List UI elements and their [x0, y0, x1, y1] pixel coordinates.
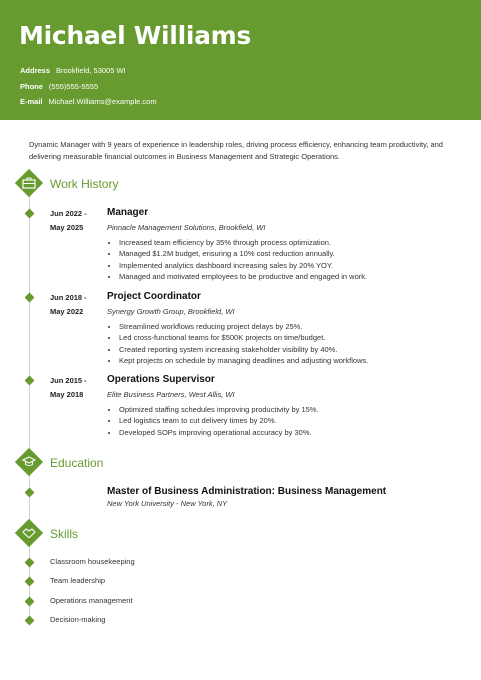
briefcase-icon: [15, 169, 43, 197]
skill-marker: [25, 597, 35, 607]
skill-marker: [25, 558, 35, 568]
job-date-start: Jun 2018 -: [50, 293, 87, 302]
job-bullet: • Managed and motivated employees to be productive and engaged in work.: [119, 271, 367, 282]
skill-marker: [25, 616, 35, 626]
phone-value: (555)555-5555: [48, 82, 99, 91]
job-bullet: • Created reporting system increasing stakeholder visibility by 40%.: [119, 344, 368, 355]
job-bullet: • Implemented analytics dashboard increasing sales by 20% YOY.: [119, 260, 367, 271]
professional-summary: Dynamic Manager with 9 years of experience in leadership roles, driving process efficiency, enhancing team productivity, and delivering measurable financial outcomes in Business Management and Strategic Operations.: [29, 140, 443, 161]
job-date-end: May 2018: [50, 390, 84, 399]
job-marker: [25, 293, 35, 303]
address-label: Address: [20, 66, 51, 75]
email-value[interactable]: Michael.Williams@example.com: [48, 97, 157, 106]
job-bullet: • Developed SOPs improving operational accuracy by 30%.: [119, 427, 319, 438]
job-bullet: • Increased team efficiency by 35% through process optimization.: [119, 237, 367, 248]
skill-item: Classroom housekeeping: [50, 557, 135, 566]
job-bullet: • Led cross-functional teams for $500K projects on time/budget.: [119, 332, 368, 343]
education-title: Education: [50, 456, 104, 470]
job-bullet: • Streamlined workflows reducing project delays by 25%.: [119, 321, 368, 332]
job-bullet: • Led logistics team to cut delivery times by 20%.: [119, 415, 319, 426]
job-company: Elite Business Partners, West Allis, WI: [107, 390, 235, 399]
skills-title: Skills: [50, 527, 79, 541]
email-row: [20, 97, 157, 106]
job-marker: [25, 209, 35, 219]
job-date-start: Jun 2015 -: [50, 376, 87, 385]
job-date: [50, 207, 87, 234]
address-value: Brookfield, 53005 WI: [56, 66, 126, 75]
education-marker: [25, 488, 35, 498]
email-label: E-mail: [20, 97, 43, 106]
resume-header: [0, 0, 481, 120]
work-history-title: Work History: [50, 177, 119, 191]
job-date-start: Jun 2022 -: [50, 209, 87, 218]
skill-item: Operations management: [50, 596, 133, 605]
phone-row: [20, 82, 98, 91]
job-company: Synergy Growth Group, Brookfield, WI: [107, 307, 235, 316]
job-bullet: • Managed $1.2M budget, ensuring a 10% cost reduction annually.: [119, 248, 367, 259]
job-bullet: • Kept projects on schedule by managing deadlines and adjusting workflows.: [119, 355, 368, 366]
job-date-end: May 2022: [50, 307, 84, 316]
job-title: Operations Supervisor: [107, 374, 215, 385]
graduation-cap-icon: [15, 448, 43, 476]
address-row: [20, 66, 126, 75]
school-name: New York University - New York, NY: [107, 499, 228, 508]
job-title: Project Coordinator: [107, 291, 201, 302]
phone-label: Phone: [20, 82, 43, 91]
job-date: [50, 374, 87, 401]
handshake-icon: [15, 519, 43, 547]
job-date-end: May 2025: [50, 223, 84, 232]
job-bullets: [107, 404, 319, 438]
job-company: Pinnacle Management Solutions, Brookfield, WI: [107, 223, 266, 232]
job-bullets: [107, 237, 367, 282]
job-date: [50, 291, 87, 318]
job-marker: [25, 376, 35, 386]
skill-marker: [25, 577, 35, 587]
job-bullet: • Optimized staffing schedules improving productivity by 15%.: [119, 404, 319, 415]
candidate-name: Michael Williams: [19, 21, 252, 50]
timeline-line-work: [29, 183, 30, 455]
skill-item: Team leadership: [50, 576, 106, 585]
job-bullets: [107, 321, 368, 366]
job-title: Manager: [107, 207, 149, 218]
skill-item: Decision-making: [50, 615, 106, 624]
degree-title: Master of Business Administration: Business Management: [107, 486, 387, 497]
